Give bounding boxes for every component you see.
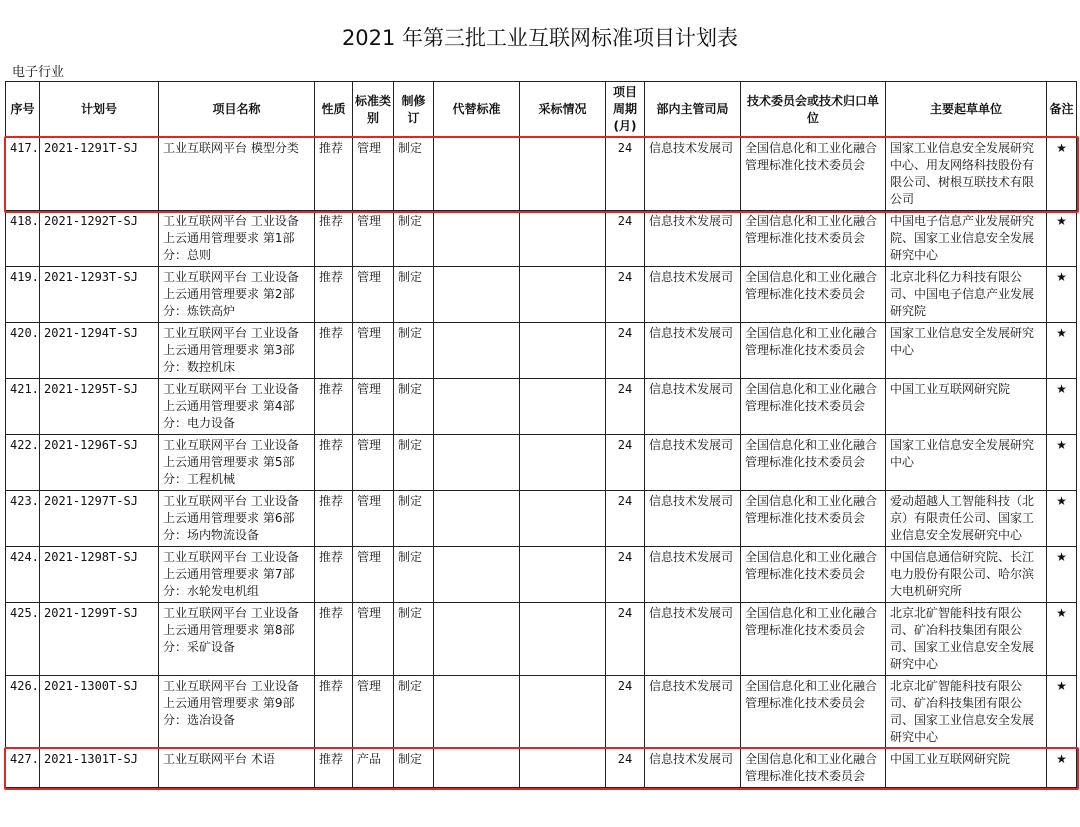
- replace-standard-cell: [434, 323, 520, 379]
- plan-number: 2021-1291T-SJ: [40, 138, 159, 211]
- table-row: [6, 323, 1077, 379]
- adoption-cell: [520, 603, 606, 676]
- header-cell: 计划号: [40, 82, 159, 138]
- committee-cell: 全国信息化和工业化融合管理标准化技术委员会: [741, 491, 886, 547]
- revise-cell: 制定: [394, 603, 434, 676]
- period-cell: 24: [606, 491, 645, 547]
- nature-cell: 推荐: [315, 267, 353, 323]
- drafter-cell: 北京北科亿力科技有限公司、中国电子信息产业发展研究院: [886, 267, 1047, 323]
- period-cell: 24: [606, 211, 645, 267]
- project-name: 工业互联网平台 模型分类: [159, 138, 315, 211]
- drafter-cell: 北京北矿智能科技有限公司、矿冶科技集团有限公司、国家工业信息安全发展研究中心: [886, 676, 1047, 749]
- row-number: 421.: [6, 379, 40, 435]
- project-name: 工业互联网平台 工业设备上云通用管理要求 第8部分：采矿设备: [159, 603, 315, 676]
- drafter-cell: 中国电子信息产业发展研究院、国家工业信息安全发展研究中心: [886, 211, 1047, 267]
- note-star: ★: [1047, 547, 1077, 603]
- committee-cell: 全国信息化和工业化融合管理标准化技术委员会: [741, 379, 886, 435]
- plan-number: 2021-1300T-SJ: [40, 676, 159, 749]
- row-number: 419.: [6, 267, 40, 323]
- table-row: [6, 267, 1077, 323]
- drafter-cell: 国家工业信息安全发展研究中心: [886, 435, 1047, 491]
- replace-standard-cell: [434, 749, 520, 788]
- drafter-cell: 爱动超越人工智能科技（北京）有限责任公司、国家工业信息安全发展研究中心: [886, 491, 1047, 547]
- committee-cell: 全国信息化和工业化融合管理标准化技术委员会: [741, 435, 886, 491]
- department-cell: 信息技术发展司: [645, 435, 741, 491]
- revise-cell: 制定: [394, 749, 434, 788]
- period-cell: 24: [606, 676, 645, 749]
- category-cell: 管理: [353, 547, 394, 603]
- replace-standard-cell: [434, 547, 520, 603]
- nature-cell: 推荐: [315, 676, 353, 749]
- table-row: [6, 138, 1077, 211]
- period-cell: 24: [606, 749, 645, 788]
- department-cell: 信息技术发展司: [645, 267, 741, 323]
- header-cell: 技术委员会或技术归口单位: [741, 82, 886, 138]
- row-number: 423.: [6, 491, 40, 547]
- revise-cell: 制定: [394, 138, 434, 211]
- category-cell: 管理: [353, 603, 394, 676]
- plan-number: 2021-1293T-SJ: [40, 267, 159, 323]
- row-number: 420.: [6, 323, 40, 379]
- row-number: 418.: [6, 211, 40, 267]
- committee-cell: 全国信息化和工业化融合管理标准化技术委员会: [741, 323, 886, 379]
- period-cell: 24: [606, 323, 645, 379]
- category-cell: 管理: [353, 676, 394, 749]
- table-row: [6, 379, 1077, 435]
- category-cell: 管理: [353, 138, 394, 211]
- revise-cell: 制定: [394, 547, 434, 603]
- department-cell: 信息技术发展司: [645, 138, 741, 211]
- header-cell: 项目周期(月): [606, 82, 645, 138]
- adoption-cell: [520, 491, 606, 547]
- replace-standard-cell: [434, 603, 520, 676]
- row-number: 425.: [6, 603, 40, 676]
- header-cell: 部内主管司局: [645, 82, 741, 138]
- nature-cell: 推荐: [315, 435, 353, 491]
- nature-cell: 推荐: [315, 138, 353, 211]
- period-cell: 24: [606, 379, 645, 435]
- nature-cell: 推荐: [315, 749, 353, 788]
- replace-standard-cell: [434, 379, 520, 435]
- adoption-cell: [520, 267, 606, 323]
- category-cell: 管理: [353, 491, 394, 547]
- plan-number: 2021-1299T-SJ: [40, 603, 159, 676]
- plan-number: 2021-1295T-SJ: [40, 379, 159, 435]
- revise-cell: 制定: [394, 323, 434, 379]
- drafter-cell: 中国工业互联网研究院: [886, 379, 1047, 435]
- table-row: [6, 491, 1077, 547]
- category-cell: 管理: [353, 211, 394, 267]
- table-row: [6, 435, 1077, 491]
- adoption-cell: [520, 323, 606, 379]
- nature-cell: 推荐: [315, 491, 353, 547]
- department-cell: 信息技术发展司: [645, 491, 741, 547]
- period-cell: 24: [606, 435, 645, 491]
- period-cell: 24: [606, 547, 645, 603]
- department-cell: 信息技术发展司: [645, 749, 741, 788]
- department-cell: 信息技术发展司: [645, 379, 741, 435]
- revise-cell: 制定: [394, 379, 434, 435]
- adoption-cell: [520, 676, 606, 749]
- replace-standard-cell: [434, 138, 520, 211]
- table-row: [6, 211, 1077, 267]
- revise-cell: 制定: [394, 211, 434, 267]
- table-row: [6, 749, 1077, 788]
- header-cell: 备注: [1047, 82, 1077, 138]
- replace-standard-cell: [434, 435, 520, 491]
- header-cell: 性质: [315, 82, 353, 138]
- revise-cell: 制定: [394, 435, 434, 491]
- project-name: 工业互联网平台 工业设备上云通用管理要求 第5部分：工程机械: [159, 435, 315, 491]
- adoption-cell: [520, 547, 606, 603]
- plan-number: 2021-1298T-SJ: [40, 547, 159, 603]
- committee-cell: 全国信息化和工业化融合管理标准化技术委员会: [741, 138, 886, 211]
- note-star: ★: [1047, 749, 1077, 788]
- header-cell: 制修订: [394, 82, 434, 138]
- table-row: [6, 676, 1077, 749]
- header-cell: 采标情况: [520, 82, 606, 138]
- header-cell: 项目名称: [159, 82, 315, 138]
- nature-cell: 推荐: [315, 379, 353, 435]
- project-name: 工业互联网平台 工业设备上云通用管理要求 第1部分：总则: [159, 211, 315, 267]
- department-cell: 信息技术发展司: [645, 547, 741, 603]
- period-cell: 24: [606, 603, 645, 676]
- row-number: 426.: [6, 676, 40, 749]
- committee-cell: 全国信息化和工业化融合管理标准化技术委员会: [741, 211, 886, 267]
- committee-cell: 全国信息化和工业化融合管理标准化技术委员会: [741, 267, 886, 323]
- revise-cell: 制定: [394, 676, 434, 749]
- project-name: 工业互联网平台 工业设备上云通用管理要求 第4部分：电力设备: [159, 379, 315, 435]
- adoption-cell: [520, 138, 606, 211]
- note-star: ★: [1047, 676, 1077, 749]
- department-cell: 信息技术发展司: [645, 323, 741, 379]
- project-name: 工业互联网平台 工业设备上云通用管理要求 第3部分：数控机床: [159, 323, 315, 379]
- header-cell: 代替标准: [434, 82, 520, 138]
- drafter-cell: 国家工业信息安全发展研究中心、用友网络科技股份有限公司、树根互联技术有限公司: [886, 138, 1047, 211]
- header-cell: 标准类别: [353, 82, 394, 138]
- plan-number: 2021-1294T-SJ: [40, 323, 159, 379]
- committee-cell: 全国信息化和工业化融合管理标准化技术委员会: [741, 749, 886, 788]
- note-star: ★: [1047, 379, 1077, 435]
- table-row: [6, 603, 1077, 676]
- nature-cell: 推荐: [315, 603, 353, 676]
- project-name: 工业互联网平台 工业设备上云通用管理要求 第9部分：选冶设备: [159, 676, 315, 749]
- row-number: 424.: [6, 547, 40, 603]
- section-label: 电子行业: [12, 65, 65, 80]
- replace-standard-cell: [434, 211, 520, 267]
- category-cell: 产品: [353, 749, 394, 788]
- adoption-cell: [520, 749, 606, 788]
- department-cell: 信息技术发展司: [645, 211, 741, 267]
- nature-cell: 推荐: [315, 547, 353, 603]
- replace-standard-cell: [434, 491, 520, 547]
- category-cell: 管理: [353, 323, 394, 379]
- replace-standard-cell: [434, 267, 520, 323]
- adoption-cell: [520, 379, 606, 435]
- department-cell: 信息技术发展司: [645, 676, 741, 749]
- standards-plan-table: [5, 81, 1077, 788]
- adoption-cell: [520, 435, 606, 491]
- row-number: 417.: [6, 138, 40, 211]
- header-cell: 主要起草单位: [886, 82, 1047, 138]
- note-star: ★: [1047, 267, 1077, 323]
- project-name: 工业互联网平台 工业设备上云通用管理要求 第7部分：水轮发电机组: [159, 547, 315, 603]
- drafter-cell: 北京北矿智能科技有限公司、矿冶科技集团有限公司、国家工业信息安全发展研究中心: [886, 603, 1047, 676]
- drafter-cell: 中国工业互联网研究院: [886, 749, 1047, 788]
- note-star: ★: [1047, 603, 1077, 676]
- note-star: ★: [1047, 435, 1077, 491]
- plan-number: 2021-1301T-SJ: [40, 749, 159, 788]
- note-star: ★: [1047, 491, 1077, 547]
- committee-cell: 全国信息化和工业化融合管理标准化技术委员会: [741, 676, 886, 749]
- note-star: ★: [1047, 323, 1077, 379]
- table-row: [6, 547, 1077, 603]
- table-header-row: [6, 82, 1077, 138]
- page-title: 2021 年第三批工业互联网标准项目计划表: [341, 26, 739, 50]
- drafter-cell: 国家工业信息安全发展研究中心: [886, 323, 1047, 379]
- department-cell: 信息技术发展司: [645, 603, 741, 676]
- row-number: 427.: [6, 749, 40, 788]
- category-cell: 管理: [353, 435, 394, 491]
- header-cell: 序号: [6, 82, 40, 138]
- committee-cell: 全国信息化和工业化融合管理标准化技术委员会: [741, 547, 886, 603]
- project-name: 工业互联网平台 工业设备上云通用管理要求 第2部分：炼铁高炉: [159, 267, 315, 323]
- adoption-cell: [520, 211, 606, 267]
- drafter-cell: 中国信息通信研究院、长江电力股份有限公司、哈尔滨大电机研究所: [886, 547, 1047, 603]
- category-cell: 管理: [353, 267, 394, 323]
- period-cell: 24: [606, 138, 645, 211]
- note-star: ★: [1047, 211, 1077, 267]
- plan-number: 2021-1297T-SJ: [40, 491, 159, 547]
- project-name: 工业互联网平台 术语: [159, 749, 315, 788]
- row-number: 422.: [6, 435, 40, 491]
- replace-standard-cell: [434, 676, 520, 749]
- project-name: 工业互联网平台 工业设备上云通用管理要求 第6部分：场内物流设备: [159, 491, 315, 547]
- plan-number: 2021-1296T-SJ: [40, 435, 159, 491]
- revise-cell: 制定: [394, 267, 434, 323]
- nature-cell: 推荐: [315, 211, 353, 267]
- period-cell: 24: [606, 267, 645, 323]
- revise-cell: 制定: [394, 491, 434, 547]
- note-star: ★: [1047, 138, 1077, 211]
- committee-cell: 全国信息化和工业化融合管理标准化技术委员会: [741, 603, 886, 676]
- plan-number: 2021-1292T-SJ: [40, 211, 159, 267]
- category-cell: 管理: [353, 379, 394, 435]
- nature-cell: 推荐: [315, 323, 353, 379]
